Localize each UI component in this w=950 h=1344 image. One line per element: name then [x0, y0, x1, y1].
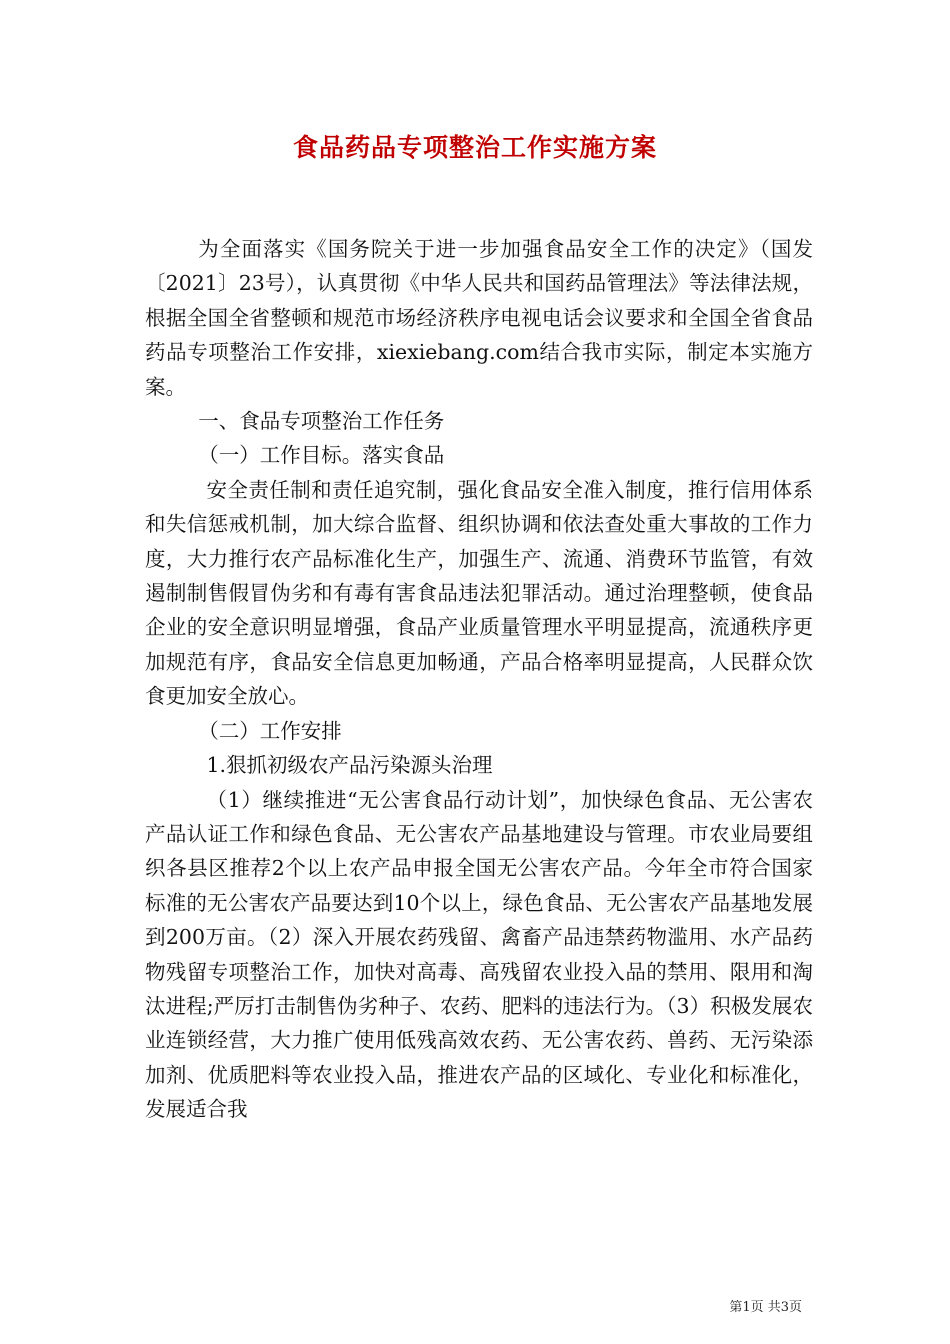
- subsection-heading-1: （一）工作目标。落实食品: [198, 443, 445, 468]
- paragraph-goals: 安全责任制和责任追究制，强化食品安全准入制度，推行信用体系和失信惩戒机制，加大综合监督、组织协调和依法查处重大事故的工作力度，大力推行农产品标准化生产，加强生产、流通、消费环节监管，有效遏制制售假冒伪劣和有毒有害食品违法犯罪活动。通过治理整顿，使食品企业的安全意识明显增强，食品产业质量管理水平明显提高，流通秩序更加规范有序，食品安全信息更加畅通，产品合格率明显提高，人民群众饮食更加安全放心。: [145, 477, 813, 709]
- paragraph-arrangements: （1）继续推进“无公害食品行动计划”，加快绿色食品、无公害农产品认证工作和绿色食品、无公害农产品基地建设与管理。市农业局要组织各县区推荐2个以上农产品申报全国无公害农产品。今年全市符合国家标准的无公害农产品要达到10个以上，绿色食品、无公害农产品基地发展到200万亩。（2）深入开展农药残留、禽畜产品违禁药物滥用、水产品药物残留专项整治工作，加快对高毒、高残留农业投入品的禁用、限用和淘汰进程;严厉打击制售伪劣种子、农药、肥料的违法行为。（3）积极发展农业连锁经营，大力推广使用低残高效农药、无公害农药、兽药、无污染添加剂、优质肥料等农业投入品，推进农产品的区域化、专业化和标准化，发展适合我: [145, 787, 813, 1122]
- page-number: 第1页 共3页: [729, 1300, 802, 1315]
- document-title: 食品药品专项整治工作实施方案: [292, 133, 657, 162]
- subsection-heading-2: （二）工作安排: [198, 718, 342, 743]
- document-body: [145, 232, 813, 1127]
- paragraph-intro: 为全面落实《国务院关于进一步加强食品安全工作的决定》（国发〔2021〕23号），认真贯彻《中华人民共和国药品管理法》等法律法规，根据全国全省整顿和规范市场经济秩序电视电话会议要求和全国全省食品药品专项整治工作安排，xiexiebang.com结合我市实际，制定本实施方案。: [145, 237, 813, 399]
- section-heading-1: 一、食品专项整治工作任务: [198, 409, 445, 434]
- item-heading-1: 1.狠抓初级农产品污染源头治理: [206, 753, 493, 778]
